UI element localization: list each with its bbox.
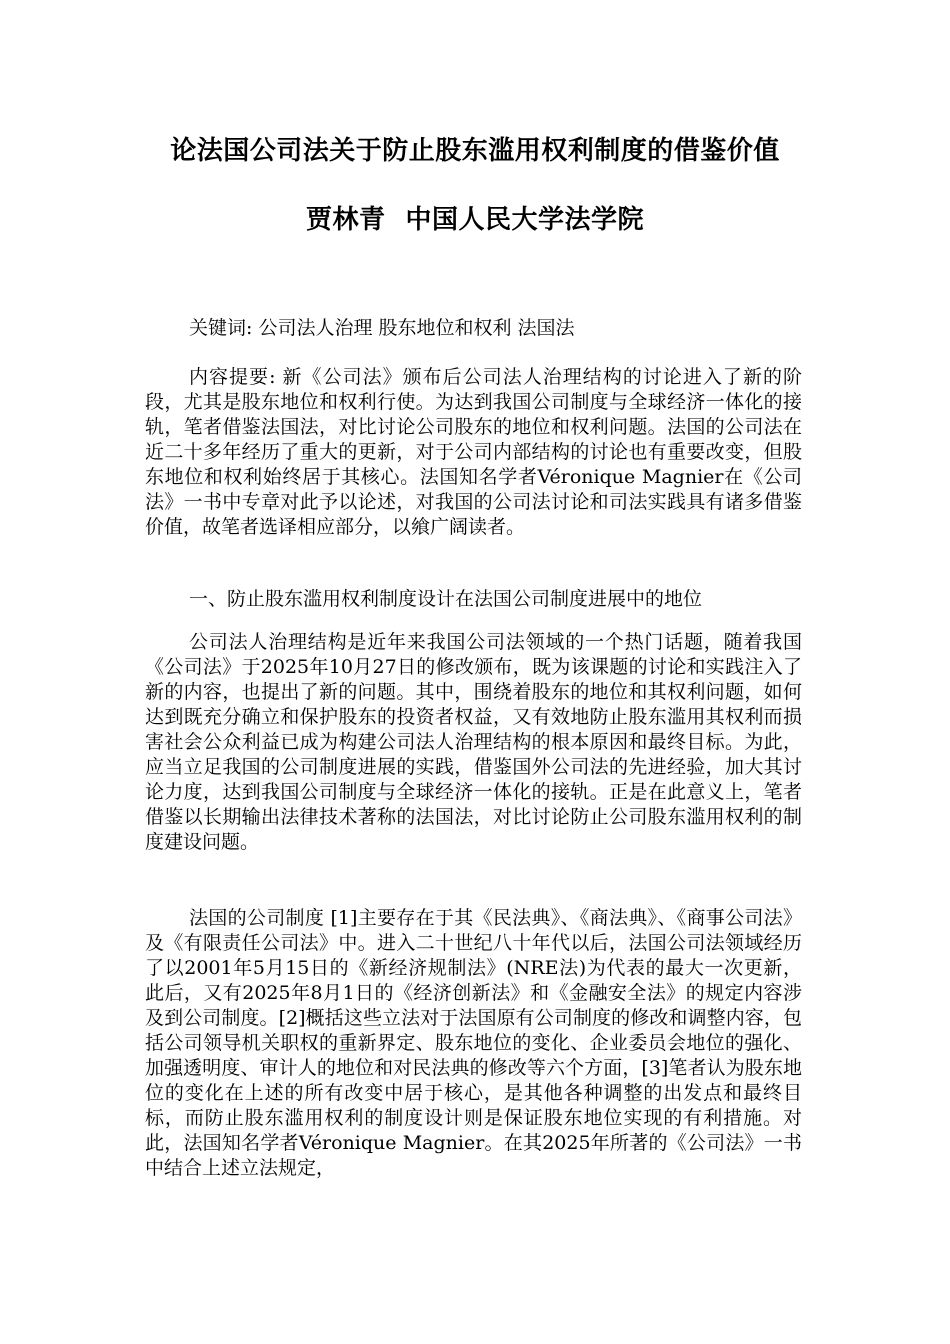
body-paragraph-2: 法国的公司制度 [1]主要存在于其《民法典》、《商法典》、《商事公司法》及《有限责任公司法》中。进入二十世纪八十年代以后，法国公司法领域经历了以2001年5月15日的《新经济规制法》(NRE法)为代表的最大一次更新，此后，又有2025年8月1日的《经济创新法》和《金融安全法》的规定内容涉及到公司制度。[2]概括这些立法对于法国原有公司制度的修改和调整内容，包括公司领导机关职权的重新界定、股东地位的变化、企业委员会地位的强化、加强透明度、审计人的地位和对民法典的修改等六个方面，[3]笔者认为股东地位的变化在上述的所有改变中居于核心，是其他各种调整的出发点和最终目标，而防止股东滥用权利的制度设计则是保证股东地位实现的有利措施。对此，法国知名学者Véronique Magnier。在其2025年所著的《公司法》一书中结合上述立法规定， [145, 907, 802, 1179]
document-title: 论法国公司法关于防止股东滥用权利制度的借鉴价值 [170, 136, 780, 166]
author-affiliation: 中国人民大学法学院 [405, 205, 645, 235]
author-line [0, 203, 950, 237]
body-paragraph-1: 公司法人治理结构是近年来我国公司法领域的一个热门话题，随着我国《公司法》于2025年10月27日的修改颁布，既为该课题的讨论和实践注入了新的内容，也提出了新的问题。其中，围绕着股东的地位和其权利问题，如何达到既充分确立和保护股东的投资者权益，又有效地防止股东滥用其权利而损害社会公众利益已成为构建公司法人治理结构的根本原因和最终目标。为此，应当立足我国的公司制度进展的实践，借鉴国外公司法的先进经验，加大其讨论力度，达到我国公司制度与全球经济一体化的接轨。正是在此意义上，笔者借鉴以长期输出法律技术著称的法国法，对比讨论防止公司股东滥用权利的制度建设问题。 [145, 631, 802, 853]
abstract-paragraph: 内容提要: 新《公司法》颁布后公司法人治理结构的讨论进入了新的阶段，尤其是股东地位和权利行使。为达到我国公司制度与全球经济一体化的接轨，笔者借鉴法国法，对比讨论公司股东的地位和权利问题。法国的公司法在近二十多年经历了重大的更新，对于公司内部结构的讨论也有重要改变，但股东地位和权利始终居于其核心。法国知名学者Véronique Magnier在《公司法》一书中专章对此予以论述，对我国的公司法讨论和司法实践具有诸多借鉴价值，故笔者选译相应部分，以飨广阔读者。 [145, 366, 802, 538]
keywords-paragraph: 关键词: 公司法人治理 股东地位和权利 法国法 [189, 317, 575, 339]
author-name: 贾林青 [305, 205, 386, 235]
section-heading: 一、防止股东滥用权利制度设计在法国公司制度进展中的地位 [189, 588, 703, 610]
